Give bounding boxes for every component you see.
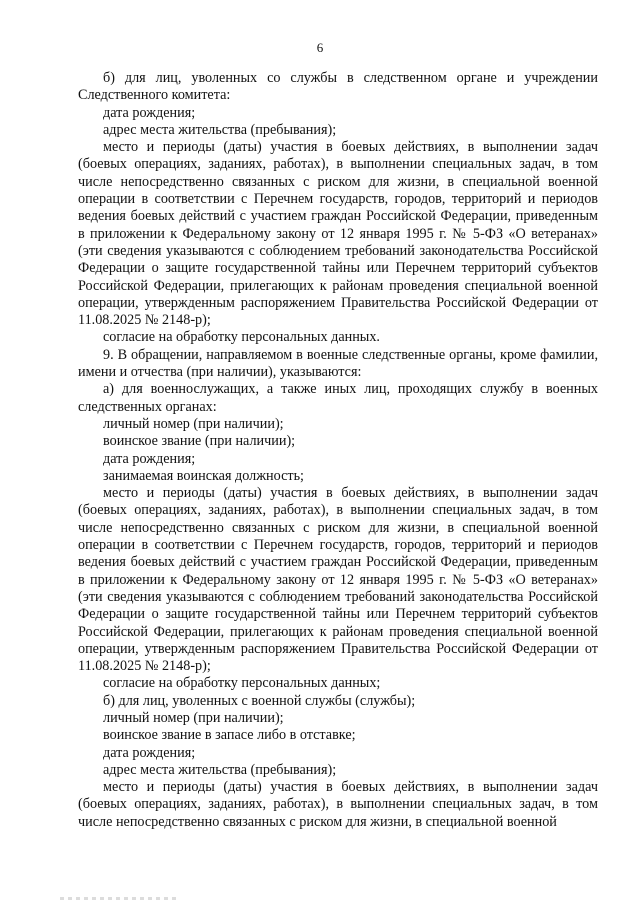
paragraph-consent: согласие на обработку персональных данных. [103, 329, 380, 346]
paragraph-personal-number: личный номер (при наличии); [103, 709, 284, 726]
paragraph-address: адрес места жительства (пребывания); [103, 761, 337, 778]
page-number: 6 [316, 40, 324, 55]
paragraph-subitem-b-investigative-committee: б) для лиц, уволенных со службы в следственном органе и учреждении Следственного комитета: [78, 70, 598, 104]
paragraph-subitem-b-discharged: б) для лиц, уволенных с военной службы (службы); [103, 692, 416, 709]
scan-artifact [60, 897, 180, 900]
paragraph-address: адрес места жительства (пребывания); [103, 121, 337, 138]
paragraph-subitem-a-servicemen: а) для военнослужащих, а также иных лиц, проходящих службу в военных следственных органах: [78, 381, 598, 415]
paragraph-combat-participation: место и периоды (даты) участия в боевых действиях, в выполнении задач (боевых операциях, заданиях, работах), в выполнении специальных задач, в том числе непосредственно связанных с риском для жизни, в специальной военной операции в соответствии с Перечнем государств, городов, территорий и периодов ведения боевых действий с участием граждан Российской Федерации, приведенным в приложении к Федеральному закону от 12 января 1995 г. № 5-ФЗ «О ветеранах» (эти сведения указываются с соблюдением требований законодательства Российской Федерации о защите государственной тайны или Перечнем территорий субъектов Российской Федерации, прилегающих к районам проведения специальной военной операции, утвержденным распоряжением Правительства Российской Федерации от 11.08.2025 № 2148-р); [78, 139, 598, 329]
document-body [78, 70, 598, 831]
paragraph-birth-date: дата рождения; [103, 450, 196, 467]
paragraph-combat-participation-continued: место и периоды (даты) участия в боевых действиях, в выполнении задач (боевых операциях, заданиях, работах), в выполнении специальных задач, в том числе непосредственно связанных с риском для жизни, в специальной военной [78, 779, 598, 830]
paragraph-item-9: 9. В обращении, направляемом в военные следственные органы, кроме фамилии, имени и отчества (при наличии), указываются: [78, 346, 598, 381]
paragraph-combat-participation: место и периоды (даты) участия в боевых действиях, в выполнении задач (боевых операциях, заданиях, работах), в выполнении специальных задач, в том числе непосредственно связанных с риском для жизни, в специальной военной операции в соответствии с Перечнем государств, городов, территорий и периодов ведения боевых действий с участием граждан Российской Федерации, приведенным в приложении к Федеральному закону от 12 января 1995 г. № 5-ФЗ «О ветеранах» (эти сведения указываются с соблюдением требований законодательства Российской Федерации о защите государственной тайны или Перечнем территорий субъектов Российской Федерации, прилегающих к районам проведения специальной военной операции, утвержденным распоряжением Правительства Российской Федерации от 11.08.2025 № 2148-р); [78, 485, 598, 675]
paragraph-personal-number: личный номер (при наличии); [103, 415, 284, 432]
paragraph-birth-date: дата рождения; [103, 744, 196, 761]
paragraph-military-rank: воинское звание (при наличии); [103, 433, 296, 450]
paragraph-birth-date: дата рождения; [103, 104, 196, 121]
paragraph-position: занимаемая воинская должность; [103, 467, 304, 484]
paragraph-consent: согласие на обработку персональных данных; [103, 675, 381, 692]
paragraph-reserve-rank: воинское звание в запасе либо в отставке; [103, 727, 356, 744]
